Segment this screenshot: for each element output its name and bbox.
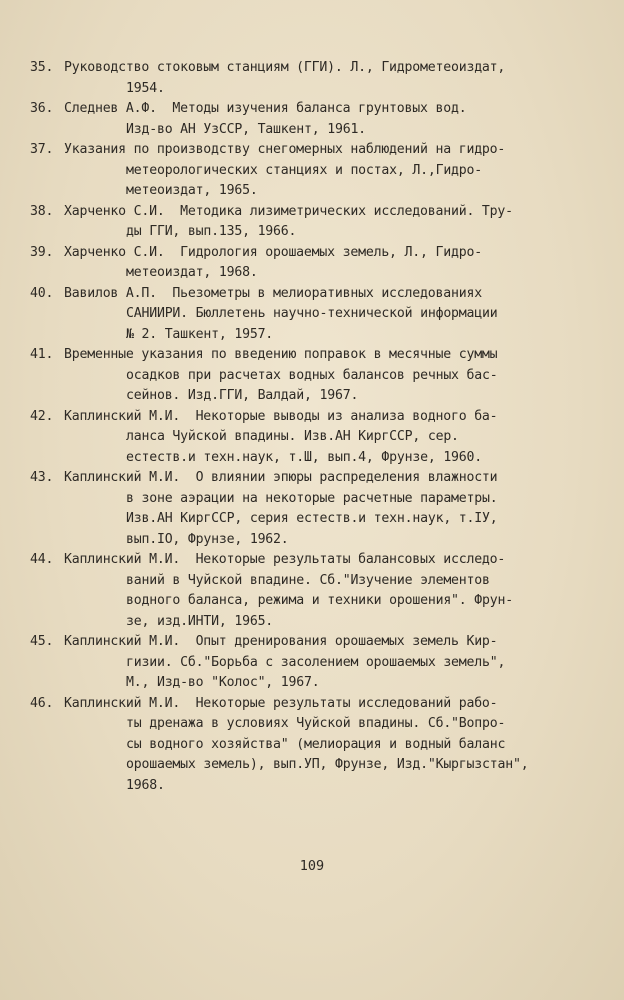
reference-item	[30, 284, 590, 346]
reference-line: ды ГГИ, вып.135, 1966.	[126, 224, 297, 239]
reference-item	[30, 468, 590, 550]
reference-line: Каплинский М.И. Некоторые результаты балансовых исследо-	[64, 552, 506, 567]
reference-number: 38.	[30, 203, 54, 219]
reference-item	[30, 345, 590, 407]
reference-item	[30, 407, 590, 469]
reference-text	[64, 284, 590, 346]
reference-line: САНИИРИ. Бюллетень научно-технической информации	[126, 306, 498, 321]
reference-number: 43.	[30, 470, 54, 485]
reference-line: Харченко С.И. Методика лизиметрических исследований. Тру-	[64, 203, 513, 219]
reference-line: М., Изд-во "Колос", 1967.	[126, 675, 320, 690]
reference-text	[64, 632, 590, 694]
reference-text	[64, 58, 590, 99]
reference-line: зе, изд.ИНТИ, 1965.	[126, 613, 274, 629]
reference-text	[64, 140, 590, 202]
reference-line: в зоне аэрации на некоторые расчетные параметры.	[126, 490, 498, 506]
reference-line: № 2. Ташкент, 1957.	[126, 326, 274, 342]
reference-number: 42.	[30, 408, 54, 424]
reference-line: водного баланса, режима и техники орошения". Фрун-	[126, 593, 513, 608]
reference-text	[64, 202, 590, 243]
reference-item	[30, 58, 590, 99]
reference-line: метеорологических станциях и постах, Л.,Гидро-	[126, 162, 483, 178]
reference-item	[30, 243, 590, 284]
reference-line: Каплинский М.И. Некоторые выводы из анализа водного ба-	[64, 408, 498, 424]
reference-number: 40.	[30, 285, 54, 301]
reference-number: 36.	[30, 101, 54, 116]
reference-line: Харченко С.И. Гидрология орошаемых земель, Л., Гидро-	[64, 244, 482, 260]
reference-number: 46.	[30, 695, 54, 711]
reference-line: Вавилов А.П. Пьезометры в мелиоративных исследованиях	[64, 285, 482, 301]
reference-line: Временные указания по введению поправок в месячные суммы	[64, 347, 498, 362]
reference-line: Указания по производству снегомерных наблюдений на гидро-	[64, 142, 506, 157]
reference-text	[64, 243, 590, 284]
reference-line: гизии. Сб."Борьба с засолением орошаемых земель",	[126, 654, 506, 670]
reference-line: Руководство стоковым станциям (ГГИ). Л., Гидрометеоиздат,	[64, 60, 506, 75]
reference-text	[64, 407, 590, 469]
reference-number: 45.	[30, 634, 54, 649]
reference-line: Следнев А.Ф. Методы изучения баланса грунтовых вод.	[64, 101, 467, 116]
reference-number: 39.	[30, 244, 54, 260]
reference-text	[64, 694, 590, 797]
reference-line: Изв.АН КиргССР, серия естеств.и техн.наук, т.IУ,	[126, 511, 498, 526]
reference-item	[30, 99, 590, 140]
reference-item	[30, 694, 590, 797]
reference-item	[30, 632, 590, 694]
reference-line: вып.IO, Фрунзе, 1962.	[126, 531, 289, 547]
reference-list	[30, 58, 590, 796]
reference-number: 37.	[30, 142, 54, 157]
reference-line: естеств.и техн.наук, т.Ш, вып.4, Фрунзе, 1960.	[126, 449, 483, 465]
reference-item	[30, 140, 590, 202]
reference-text	[64, 550, 590, 632]
reference-line: ваний в Чуйской впадине. Сб."Изучение элементов	[126, 572, 490, 588]
reference-line: сейнов. Изд.ГГИ, Валдай, 1967.	[126, 388, 359, 403]
reference-line: 1968.	[126, 777, 165, 793]
reference-text	[64, 99, 590, 140]
reference-line: Каплинский М.И. Опыт дренирования орошаемых земель Кир-	[64, 634, 498, 649]
reference-number: 35.	[30, 60, 54, 75]
reference-line: ты дренажа в условиях Чуйской впадины. Сб."Вопро-	[126, 716, 506, 731]
reference-line: осадков при расчетах водных балансов речных бас-	[126, 367, 498, 383]
reference-number: 41.	[30, 347, 54, 362]
reference-item	[30, 550, 590, 632]
reference-line: ланса Чуйской впадины. Изв.АН КиргССР, сер.	[126, 429, 459, 444]
reference-line: Каплинский М.И. Некоторые результаты исследований рабо-	[64, 695, 498, 711]
reference-line: метеоиздат, 1965.	[126, 183, 258, 198]
reference-line: орошаемых земель), вып.УП, Фрунзе, Изд."Кыргызстан",	[126, 757, 529, 772]
reference-number: 44.	[30, 552, 54, 567]
reference-line: сы водного хозяйства" (мелиорация и водный баланс	[126, 736, 506, 752]
reference-text	[64, 345, 590, 407]
reference-line: 1954.	[126, 80, 165, 96]
reference-line: метеоиздат, 1968.	[126, 265, 258, 280]
reference-text	[64, 468, 590, 550]
reference-item	[30, 202, 590, 243]
reference-line: Изд-во АН УзССР, Ташкент, 1961.	[126, 121, 366, 137]
reference-line: Каплинский М.И. О влиянии эпюры распределения влажности	[64, 470, 498, 485]
page-number: 109	[299, 858, 325, 874]
